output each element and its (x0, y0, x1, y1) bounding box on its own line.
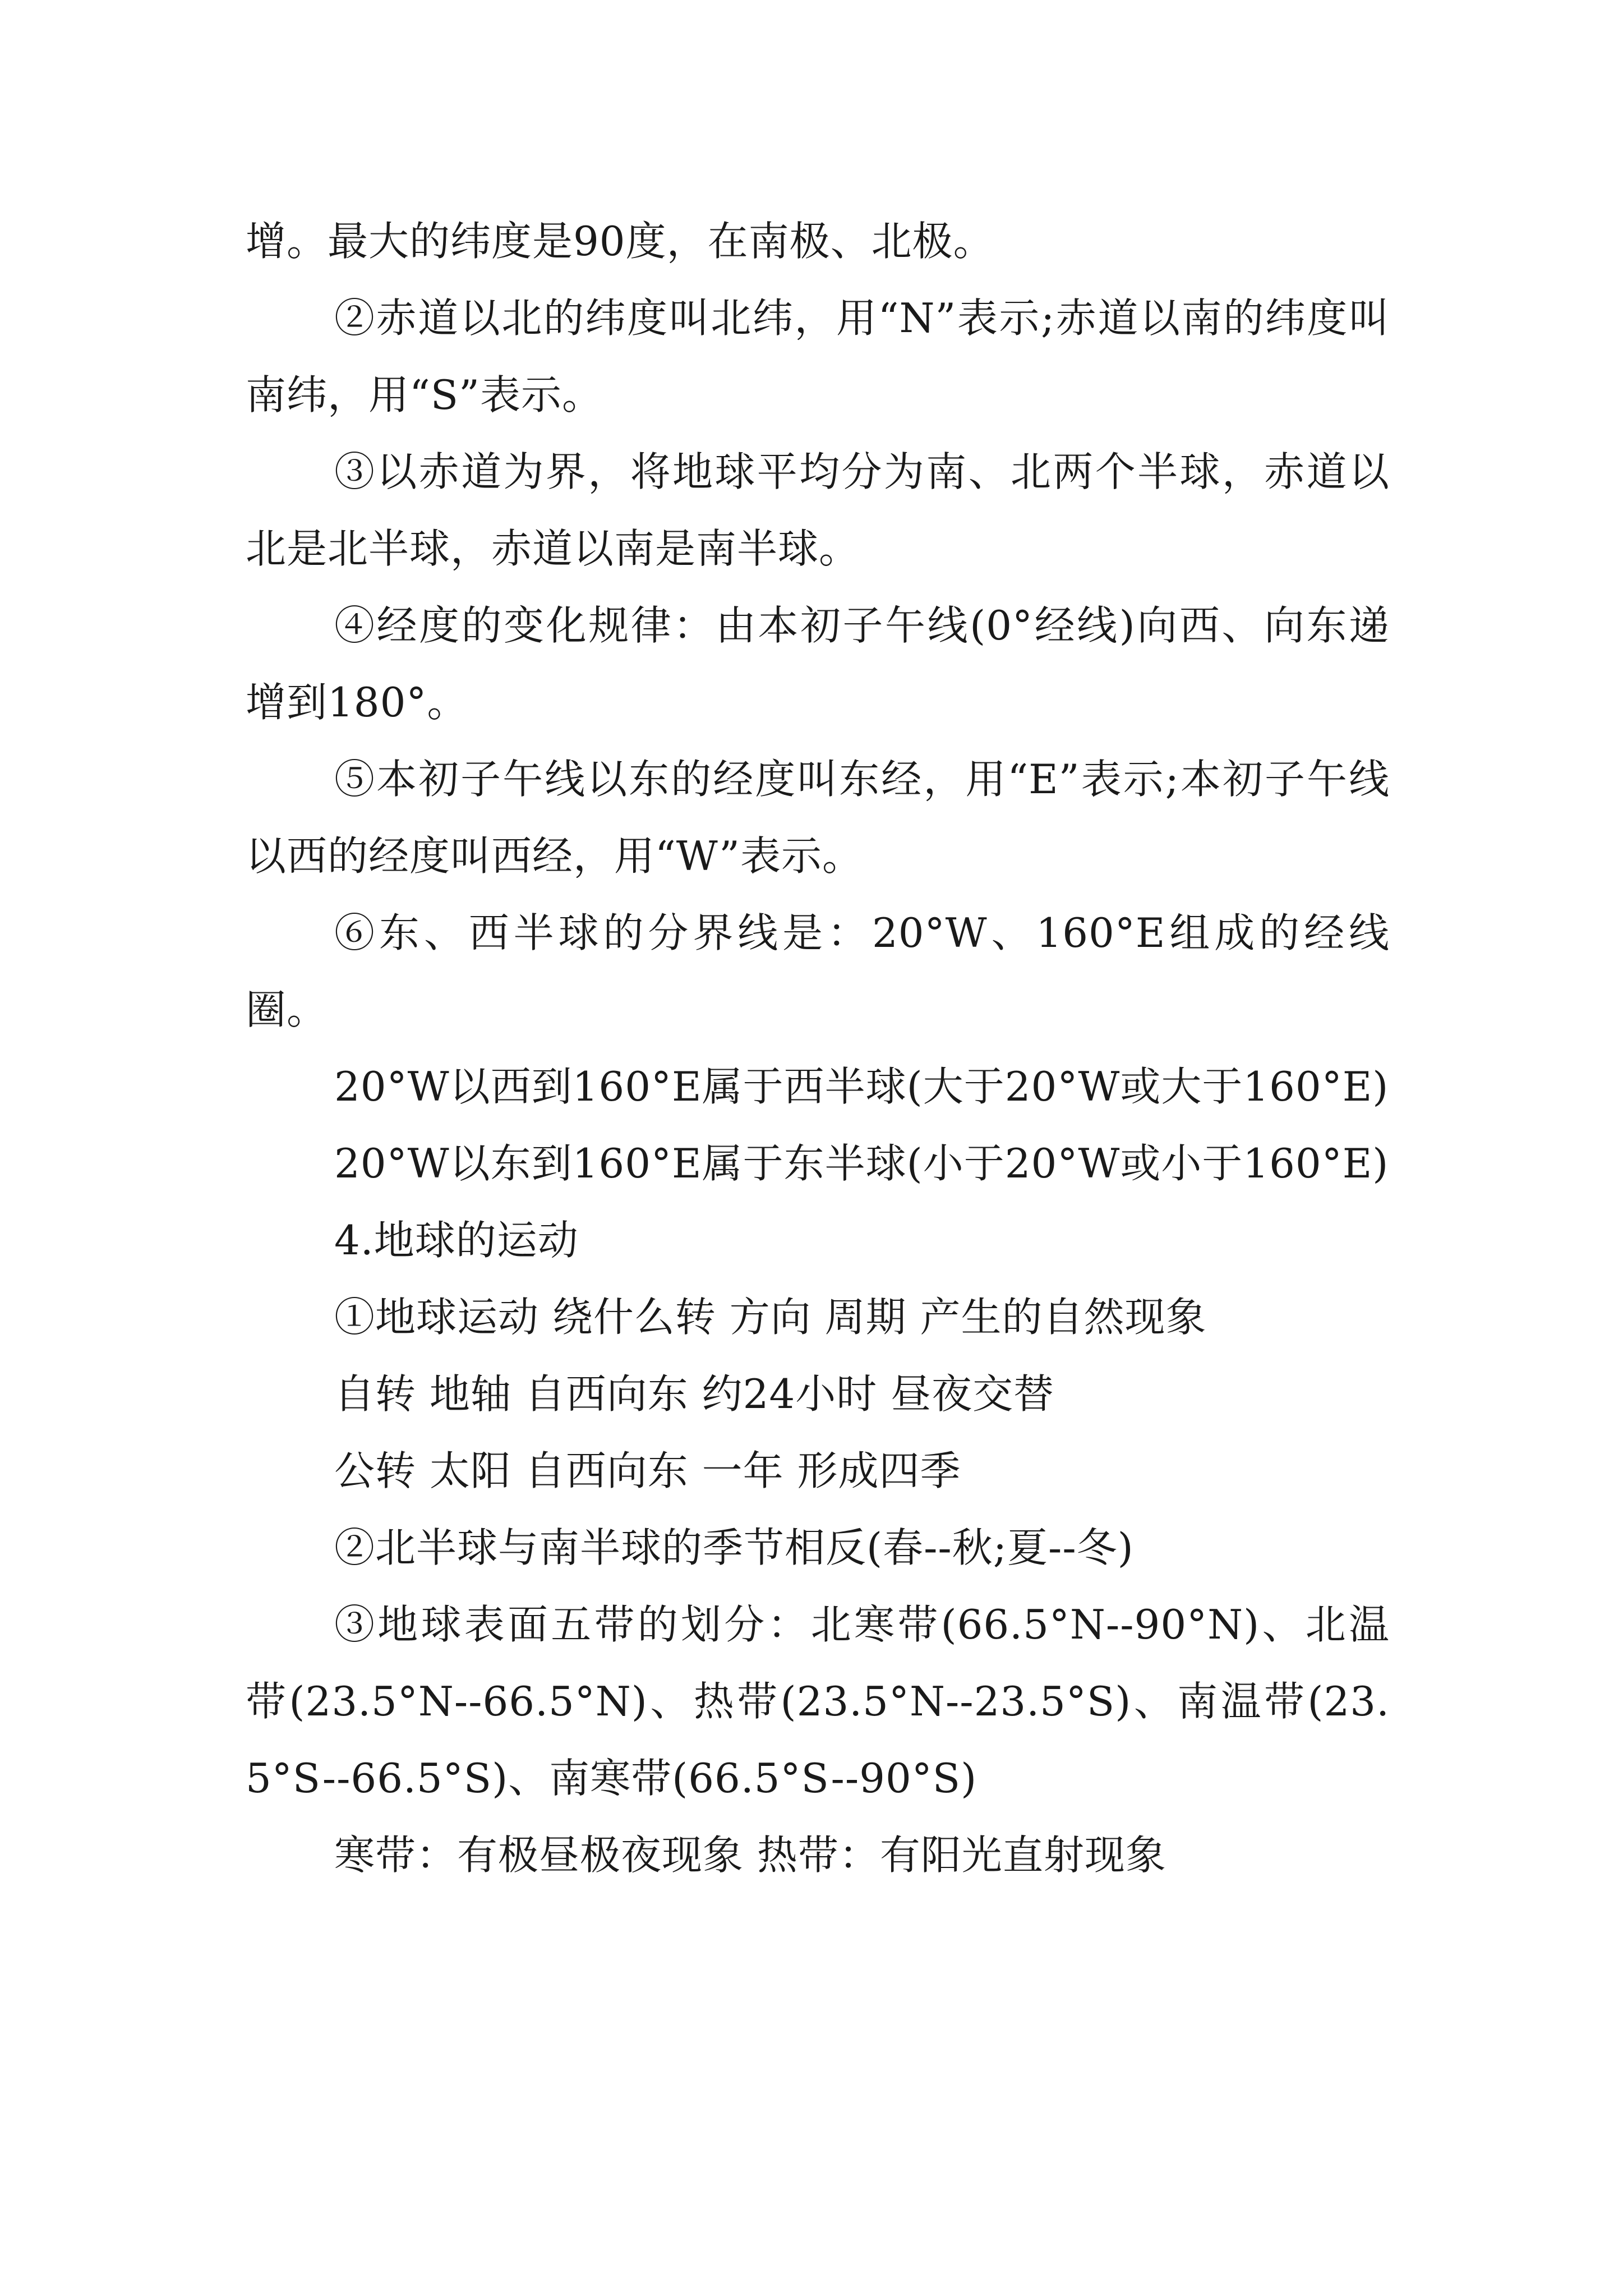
table-row-rotation: 自转 地轴 自西向东 约24小时 昼夜交替 (334, 1370, 1055, 1418)
paragraph-seasons-opposite: ②北半球与南半球的季节相反(春--秋;夏--冬) (334, 1524, 1134, 1571)
paragraph-zone-phenomena: 寒带：有极昼极夜现象 热带：有阳光直射现象 (334, 1832, 1166, 1879)
table-header-earth-motion: ①地球运动 绕什么转 方向 周期 产生的自然现象 (334, 1294, 1207, 1341)
paragraph-eastern-hemisphere: 20°W以东到160°E属于东半球(小于20°W或小于160°E) (334, 1140, 1389, 1187)
paragraph-latitude-max: 增。最大的纬度是90度，在南极、北极。 (246, 218, 994, 265)
paragraph-longitude-rule: ④经度的变化规律：由本初子午线(0°经线)向西、向东递增到180°。 (246, 602, 1390, 726)
paragraph-western-hemisphere: 20°W以西到160°E属于西半球(大于20°W或大于160°E) (334, 1063, 1389, 1110)
table-row-revolution: 公转 太阳 自西向东 一年 形成四季 (334, 1447, 961, 1494)
paragraph-hemispheres-equator: ③以赤道为界，将地球平均分为南、北两个半球，赤道以北是北半球，赤道以南是南半球。 (246, 448, 1390, 572)
paragraph-north-south-latitude: ②赤道以北的纬度叫北纬，用“N”表示;赤道以南的纬度叫南纬，用“S”表示。 (246, 295, 1390, 418)
paragraph-east-west-longitude: ⑤本初子午线以东的经度叫东经，用“E”表示;本初子午线以西的经度叫西经，用“W”表示。 (246, 756, 1390, 880)
document-body (246, 203, 1390, 1894)
section-heading-earth-motion: 4.地球的运动 (334, 1217, 579, 1264)
paragraph-five-zones: ③地球表面五带的划分：北寒带(66.5°N--90°N)、北温带(23.5°N--66.5°N)、热带(23.5°N--23.5°S)、南温带(23.5°S--66.5°S)、南寒带(66.5°S--90°S) (246, 1601, 1390, 1802)
paragraph-hemisphere-boundary: ⑥东、西半球的分界线是：20°W、160°E组成的经线圈。 (246, 909, 1390, 1033)
